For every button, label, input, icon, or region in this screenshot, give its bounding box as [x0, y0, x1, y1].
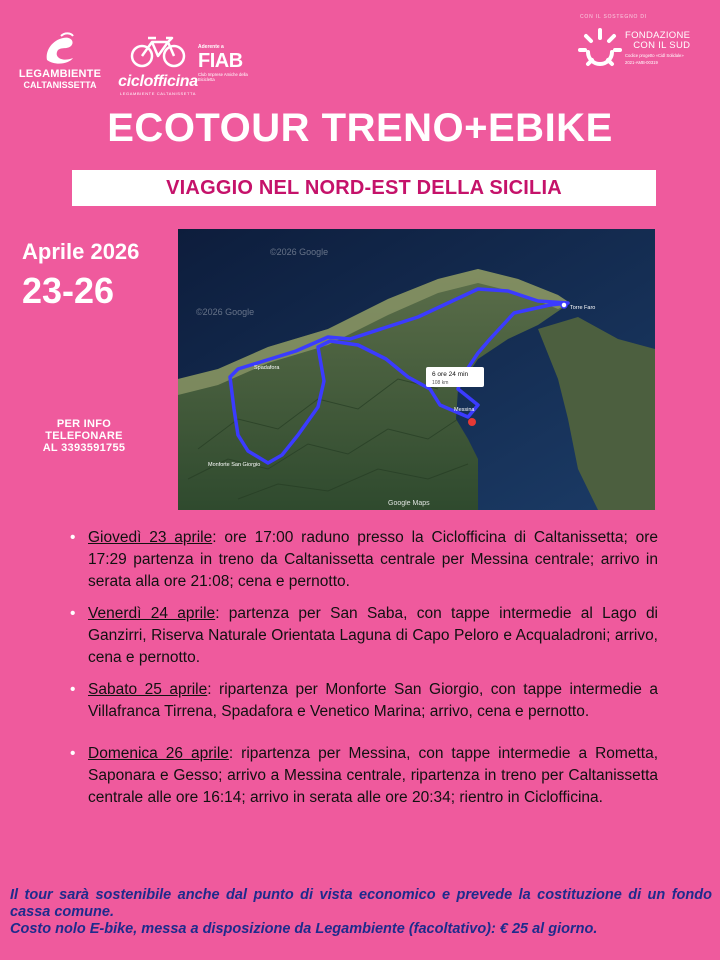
- map-marker-torre-faro: [561, 302, 567, 308]
- itinerary-day: Giovedì 23 aprile: [88, 529, 213, 546]
- date-month-year: Aprile 2026: [22, 239, 140, 264]
- fondazione-code1: Codice progetto «Cidl Solidale»: [625, 53, 684, 58]
- map-label-torre-faro: Torre Faro: [570, 305, 596, 311]
- map-marker-messina: [468, 418, 476, 426]
- bicycle-icon: [118, 34, 198, 73]
- route-map: [178, 229, 655, 510]
- ciclofficina-name: ciclofficina: [118, 73, 198, 90]
- fondazione-logo: [578, 14, 710, 70]
- route-duration-badge: [426, 367, 484, 387]
- legambiente-logo: [16, 32, 104, 90]
- itinerary-text: : ripartenza per Messina, con tappe intermedie a Rometta, Saponara e Gesso; arrivo a Messina centrale, ripartenza in treno per Caltanissetta centrale alle ore 16:14; arrivo in serata alle ore 20:34; rientro in Ciclofficina.: [88, 745, 659, 806]
- footer-notes: [10, 887, 712, 938]
- info-contact: [14, 418, 154, 454]
- itinerary-text: : partenza per San Saba, con tappe intermedie al Lago di Ganzirri, Riserva Naturale Orientata Laguna di Capo Peloro e Acqualadroni; arrivo, cena e pernotto.: [88, 605, 659, 666]
- legambiente-name: LEGAMBIENTE: [18, 68, 102, 80]
- itinerary-day: Sabato 25 aprile: [88, 681, 208, 698]
- map-google-attribution: Google Maps: [388, 500, 430, 507]
- map-watermark-2: ©2026 Google: [196, 307, 255, 317]
- itinerary-item: [70, 527, 658, 593]
- itinerary-day: Domenica 26 aprile: [88, 745, 229, 762]
- fondazione-line1: FONDAZIONE: [625, 30, 691, 41]
- info-line1: PER INFO: [56, 418, 112, 430]
- fiab-pre: Aderente a: [198, 44, 224, 50]
- legambiente-city: CALTANISSETTA: [23, 80, 97, 90]
- itinerary-day: Venerdì 24 aprile: [88, 605, 216, 622]
- itinerary-text: : ripartenza per Monforte San Giorgio, con tappe intermedie a Villafranca Tirrena, Spadafora e Venetico Marina; arrivo, cena e pernotto.: [88, 681, 659, 720]
- fondazione-tiny: CON IL SOSTEGNO DI: [580, 14, 647, 20]
- subtitle-banner: VIAGGIO NEL NORD-EST DELLA SICILIA: [72, 170, 656, 206]
- footer-ebike-cost: Costo nolo E-bike, messa a disposizione da Legambiente (facoltativo): € 25 al giorno.: [10, 921, 598, 937]
- map-watermark-1: ©2026 Google: [270, 247, 329, 257]
- route-duration: 6 ore 24 min: [432, 371, 469, 378]
- fondazione-line2: CON IL SUD: [633, 40, 691, 51]
- itinerary-item: [70, 679, 658, 723]
- legambiente-swan-icon: [41, 32, 79, 66]
- footer-fund-note: Il tour sarà sostenibile anche dal punto di vista economico e prevede la costituzione di un fondo cassa comune.: [10, 887, 712, 920]
- ciclofficina-logo: [118, 34, 198, 97]
- info-line2: TELEFONARE: [45, 430, 123, 442]
- info-phone: AL 3393591755: [42, 442, 126, 454]
- ciclofficina-sub: LEGAMBIENTE CALTANISSETTA: [119, 91, 197, 96]
- itinerary-item: [70, 603, 658, 669]
- fiab-logo: [198, 44, 260, 82]
- map-label-spadafora: Spadafora: [254, 365, 280, 371]
- fondazione-code2: 2021-AMB-00319: [625, 60, 658, 65]
- itinerary-text: : ore 17:00 raduno presso la Ciclofficina di Caltanissetta; ore 17:29 partenza in treno da Caltanissetta centrale per Messina centrale; arrivo in serata alla ore 21:08; cena e pernotto.: [88, 529, 658, 590]
- route-distance: 108 km: [432, 380, 449, 386]
- map-label-monforte: Monforte San Giorgio: [208, 462, 261, 468]
- itinerary-list: [70, 527, 658, 819]
- fiab-name: FIAB: [198, 50, 243, 72]
- page-title: ECOTOUR TRENO+EBIKE: [107, 106, 613, 150]
- date-days: 23-26: [22, 270, 115, 311]
- map-label-messina: Messina: [454, 407, 475, 413]
- itinerary-item: [70, 743, 658, 809]
- fiab-post: Club Imprese Amiche della Bicicletta: [198, 72, 248, 82]
- sun-icon: [578, 26, 622, 70]
